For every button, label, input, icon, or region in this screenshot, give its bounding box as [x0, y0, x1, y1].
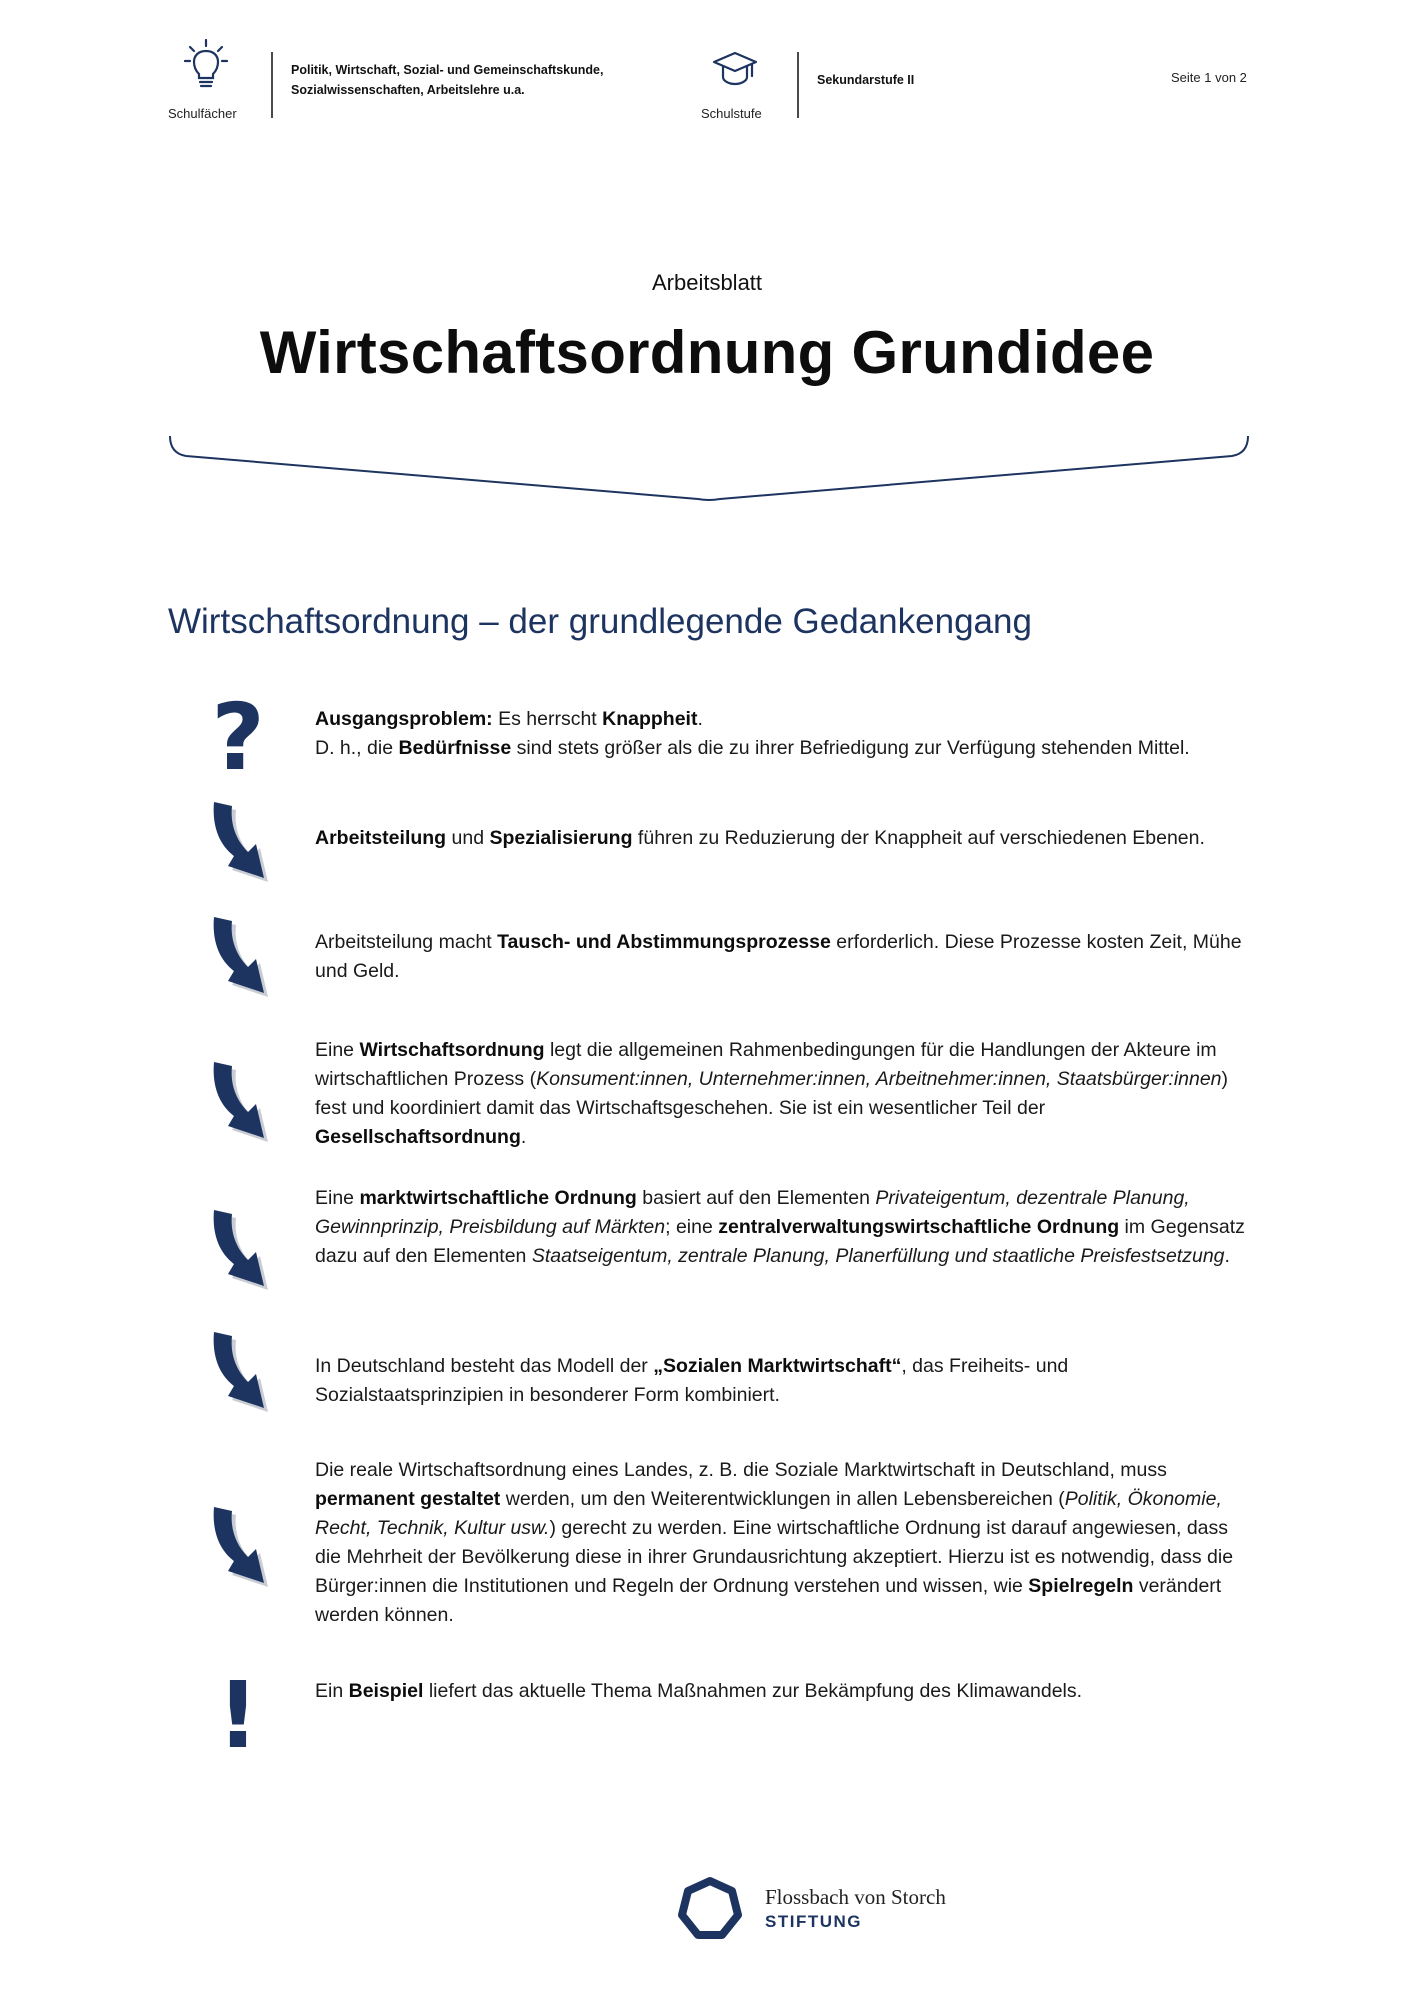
text-segment: führen zu Reduzierung der Knappheit auf verschiedenen Ebenen. [632, 827, 1205, 849]
text-segment: Wirtschaftsordnung [359, 1039, 545, 1061]
text-segment: Eine [315, 1187, 360, 1209]
text-segment: werden, um den Weiterentwicklungen in allen Lebensbereichen ( [500, 1488, 1065, 1510]
curved-arrow-icon [208, 915, 270, 1006]
text-segment: Bedürfnisse [398, 737, 512, 759]
document-title: Wirtschaftsordnung Grundidee [259, 319, 1155, 386]
row-text-3 [315, 928, 1255, 986]
text-segment: Gesellschaftsordnung [315, 1126, 521, 1148]
row-text-8 [315, 1677, 1255, 1706]
text-segment: basiert auf den Elementen [636, 1187, 876, 1209]
row-text-4 [315, 1036, 1255, 1152]
text-segment: ) gerecht zu werden. Eine wirtschaftliche Ordnung ist darauf angewiesen, dass die Mehrheit der Bevölkerung diese in ihrer Grundausrichtung akzeptiert. Hierzu ist es notwendig, dass die Bürger:innen die Institutionen und Regeln der Ordnung verstehen und wissen, wie [315, 1517, 1234, 1597]
subjects-line-1: Politik, Wirtschaft, Sozial- und Gemeinschaftskunde, [291, 63, 604, 77]
lightbulb-icon [184, 38, 228, 97]
text-segment: Tausch- und Abstimmungsprozesse [497, 931, 831, 953]
level-value: Sekundarstufe II [817, 73, 915, 87]
text-segment: verändert werden können. [315, 1575, 1222, 1626]
text-segment: Konsument:innen, Unternehmer:innen, Arbeitnehmer:innen, Staatsbürger:innen [536, 1068, 1222, 1090]
text-segment: Beispiel [348, 1680, 424, 1702]
text-segment: , das Freiheits- und Sozialstaatsprinzipien in besonderer Form kombiniert. [315, 1355, 1069, 1406]
curved-arrow-icon [208, 1505, 270, 1596]
text-segment: Spezialisierung [489, 827, 633, 849]
page-indicator: Seite 1 von 2 [1171, 70, 1247, 85]
text-segment: liefert das aktuelle Thema Maßnahmen zur Bekämpfung des Klimawandels. [423, 1680, 1083, 1702]
text-segment: Die reale Wirtschaftsordnung eines Landes, z. B. die Soziale Marktwirtschaft in Deutschland, muss [315, 1459, 1167, 1481]
title-brace [168, 432, 1250, 502]
text-segment: . [1224, 1245, 1230, 1267]
text-segment: D. h., die [315, 737, 399, 759]
level-caption: Schulstufe [701, 106, 762, 121]
row-text-2 [315, 824, 1255, 853]
row-text-1 [315, 705, 1255, 763]
curved-arrow-icon [208, 800, 270, 891]
header-separator [271, 52, 273, 118]
row-text-7 [315, 1456, 1255, 1630]
text-segment: zentralverwaltungswirtschaftliche Ordnung [718, 1216, 1120, 1238]
text-segment: Politik, Ökonomie, Recht, Technik, Kultur usw. [315, 1488, 1222, 1539]
question-mark-icon: ? [211, 684, 265, 791]
text-segment: ) fest und koordiniert damit das Wirtschaftsgeschehen. Sie ist ein wesentlicher Teil der [315, 1068, 1229, 1119]
text-segment: . [697, 708, 703, 730]
header-separator-2 [797, 52, 799, 118]
logo-text-line1: Flossbach von Storch [765, 1885, 946, 1909]
text-segment: Es herrscht [492, 708, 603, 730]
subjects-caption: Schulfächer [168, 106, 237, 121]
text-segment: Arbeitsteilung [315, 827, 447, 849]
text-segment: und [446, 827, 490, 849]
curved-arrow-icon [208, 1330, 270, 1421]
logo-text-line2: STIFTUNG [765, 1912, 862, 1931]
heptagon-logo-icon [676, 1875, 744, 1941]
text-segment: marktwirtschaftliche Ordnung [359, 1187, 637, 1209]
text-segment: „Sozialen Marktwirtschaft“ [653, 1355, 902, 1377]
text-segment: Eine [315, 1039, 360, 1061]
graduation-cap-icon [712, 50, 758, 93]
text-segment: Ausgangsproblem: [315, 708, 493, 730]
section-title: Wirtschaftsordnung – der grundlegende Gedankengang [168, 602, 1032, 641]
text-segment: permanent gestaltet [315, 1488, 501, 1510]
text-segment: sind stets größer als die zu ihrer Befriedigung zur Verfügung stehenden Mittel. [511, 737, 1190, 759]
text-segment: Knappheit [602, 708, 698, 730]
text-segment: legt die allgemeinen Rahmenbedingungen für die Handlungen der Akteure im wirtschaftlichen Prozess ( [315, 1039, 1217, 1090]
text-segment: Arbeitsteilung macht [315, 931, 498, 953]
text-segment: . [520, 1126, 527, 1148]
curved-arrow-icon [208, 1208, 270, 1299]
exclamation-mark-icon: ! [217, 1662, 259, 1769]
text-segment: In Deutschland besteht das Modell der [315, 1355, 654, 1377]
curved-arrow-icon [208, 1060, 270, 1151]
text-segment: Ein [315, 1680, 349, 1702]
document-type: Arbeitsblatt [651, 270, 763, 295]
text-segment: ; eine [665, 1216, 719, 1238]
subjects-text [291, 60, 603, 100]
text-segment: Staatseigentum, zentrale Planung, Planerfüllung und staatliche Preisfestsetzung [531, 1245, 1225, 1267]
text-segment: Privateigentum, dezentrale Planung, Gewinnprinzip, Preisbildung auf Märkten [315, 1187, 1190, 1238]
text-segment: Spielregeln [1028, 1575, 1134, 1597]
text-segment: erforderlich. Diese Prozesse kosten Zeit, Mühe und Geld. [315, 931, 1242, 982]
row-text-5 [315, 1184, 1255, 1271]
subjects-line-2: Sozialwissenschaften, Arbeitslehre u.a. [291, 83, 525, 97]
row-text-6 [315, 1352, 1255, 1410]
text-segment: im Gegensatz dazu auf den Elementen [315, 1216, 1245, 1267]
